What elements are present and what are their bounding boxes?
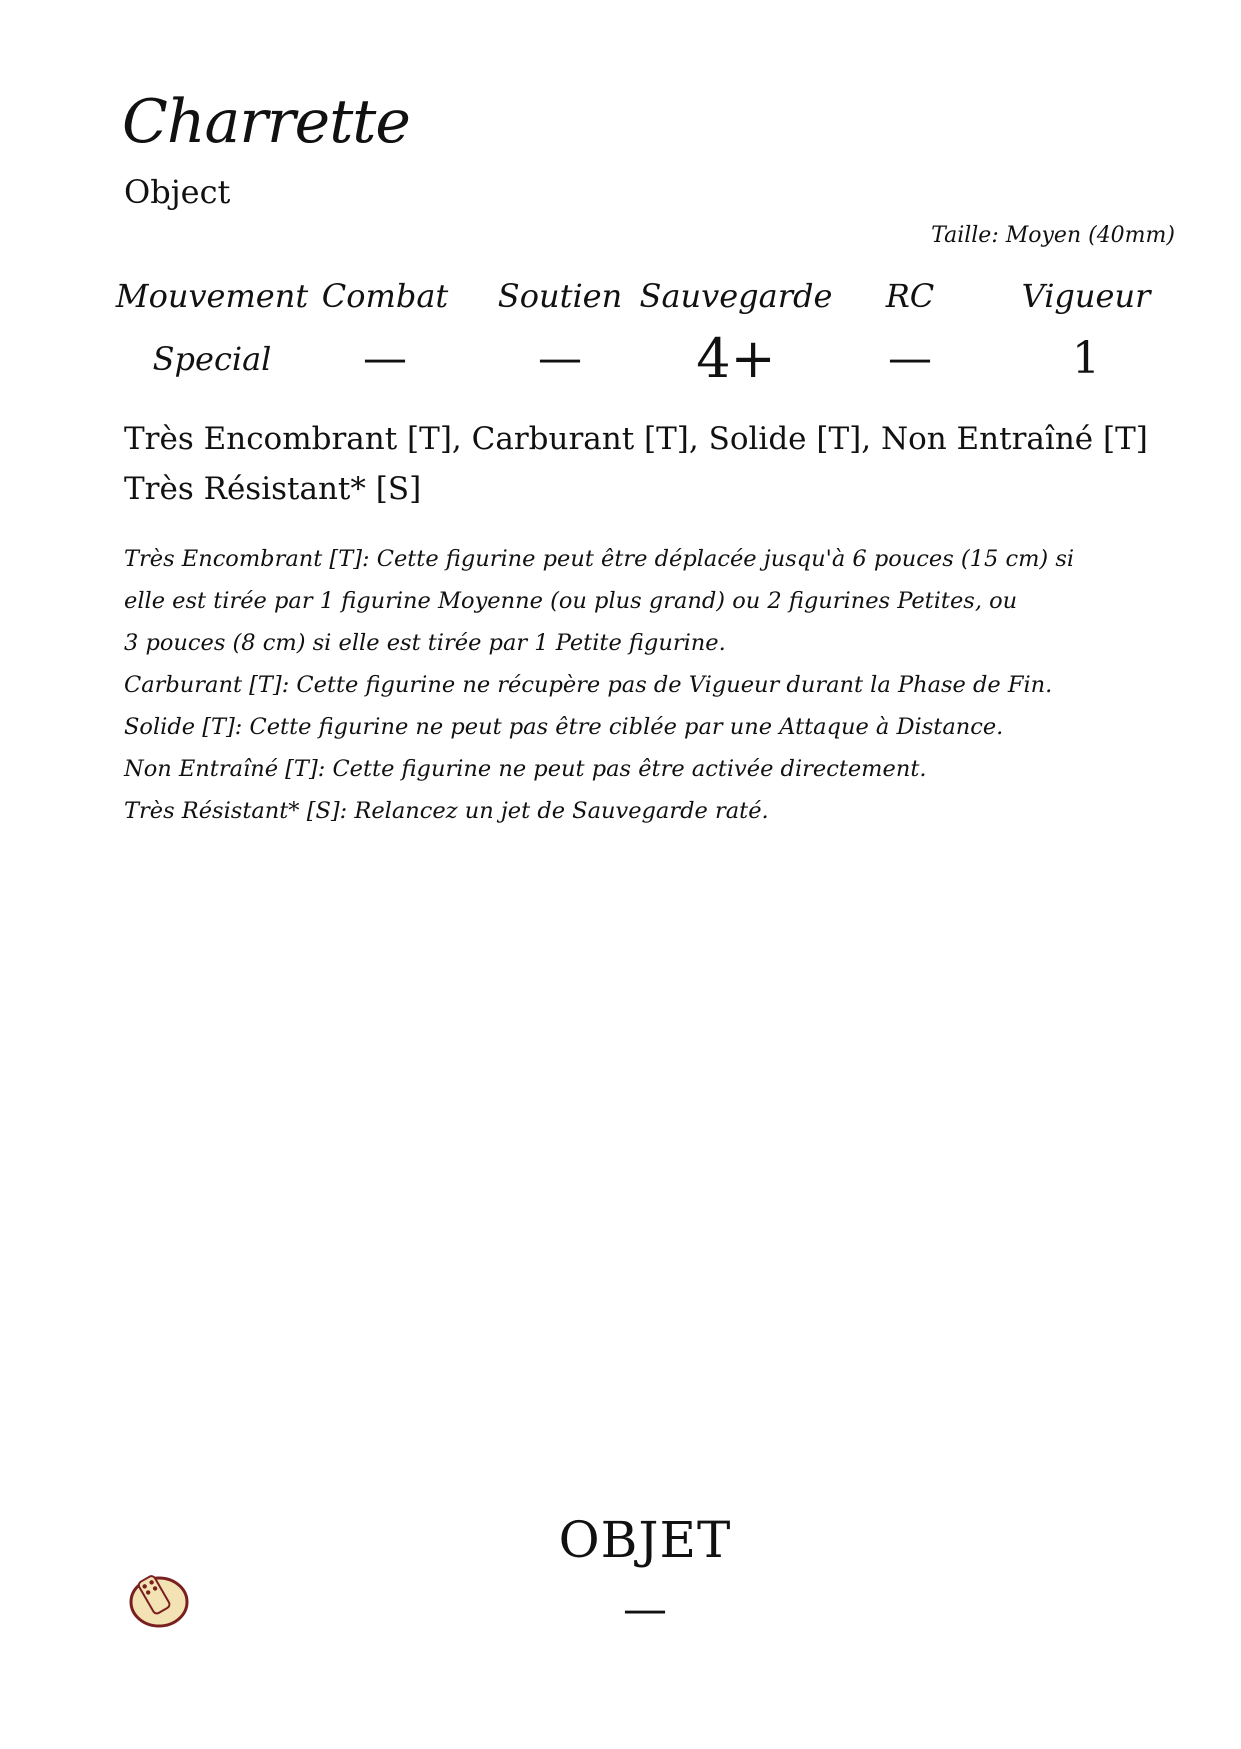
stat-value: 4+ bbox=[696, 327, 776, 390]
rule-line: Très Résistant* [S]: Relancez un jet de Sauvegarde raté. bbox=[124, 798, 769, 824]
stat-label: Sauvegarde bbox=[639, 277, 833, 315]
stat-value: — bbox=[362, 333, 407, 384]
stat-vigueur bbox=[1022, 276, 1151, 384]
stat-label: RC bbox=[885, 277, 935, 315]
stat-label: Mouvement bbox=[115, 277, 309, 315]
stat-soutien bbox=[498, 276, 622, 384]
card-subtitle: Object bbox=[124, 173, 231, 211]
stat-value: 1 bbox=[1072, 333, 1100, 384]
rule-line: Carburant [T]: Cette figurine ne récupère pas de Vigueur durant la Phase de Fin. bbox=[124, 672, 1053, 698]
rules-text bbox=[124, 538, 1124, 832]
stat-label: Soutien bbox=[497, 277, 623, 315]
rule-line: Très Encombrant [T]: Cette figurine peut être déplacée jusqu'à 6 pouces (15 cm) si bbox=[124, 546, 1075, 572]
stat-combat bbox=[322, 276, 449, 384]
size-label: Taille: Moyen (40mm) bbox=[931, 223, 1175, 248]
card-title: Charrette bbox=[122, 87, 410, 157]
stat-value: — bbox=[887, 333, 932, 384]
rule-line: elle est tirée par 1 figurine Moyenne (ou plus grand) ou 2 figurines Petites, ou bbox=[124, 588, 1018, 614]
rule-line: Solide [T]: Cette figurine ne peut pas être ciblée par une Attaque à Distance. bbox=[124, 714, 1004, 740]
keyword-line: Très Résistant* [S] bbox=[124, 471, 422, 507]
type-value: — bbox=[623, 1584, 667, 1635]
stats-table bbox=[115, 276, 1182, 396]
stat-label: Vigueur bbox=[1021, 277, 1151, 315]
rule-line: 3 pouces (8 cm) si elle est tirée par 1 Petite figurine. bbox=[124, 630, 726, 656]
stat-label: Combat bbox=[321, 277, 449, 315]
keyword-list bbox=[124, 414, 1184, 514]
stat-rc bbox=[886, 276, 935, 384]
stat-value: Special bbox=[152, 340, 272, 378]
rule-line: Non Entraîné [T]: Cette figurine ne peut pas être activée directement. bbox=[124, 756, 927, 782]
keyword-line: Très Encombrant [T], Carburant [T], Solide [T], Non Entraîné [T] bbox=[124, 421, 1148, 457]
stat-sauvegarde bbox=[639, 276, 833, 390]
stat-mouvement bbox=[116, 276, 308, 384]
type-label: OBJET bbox=[558, 1511, 732, 1569]
stat-value: — bbox=[538, 333, 582, 384]
